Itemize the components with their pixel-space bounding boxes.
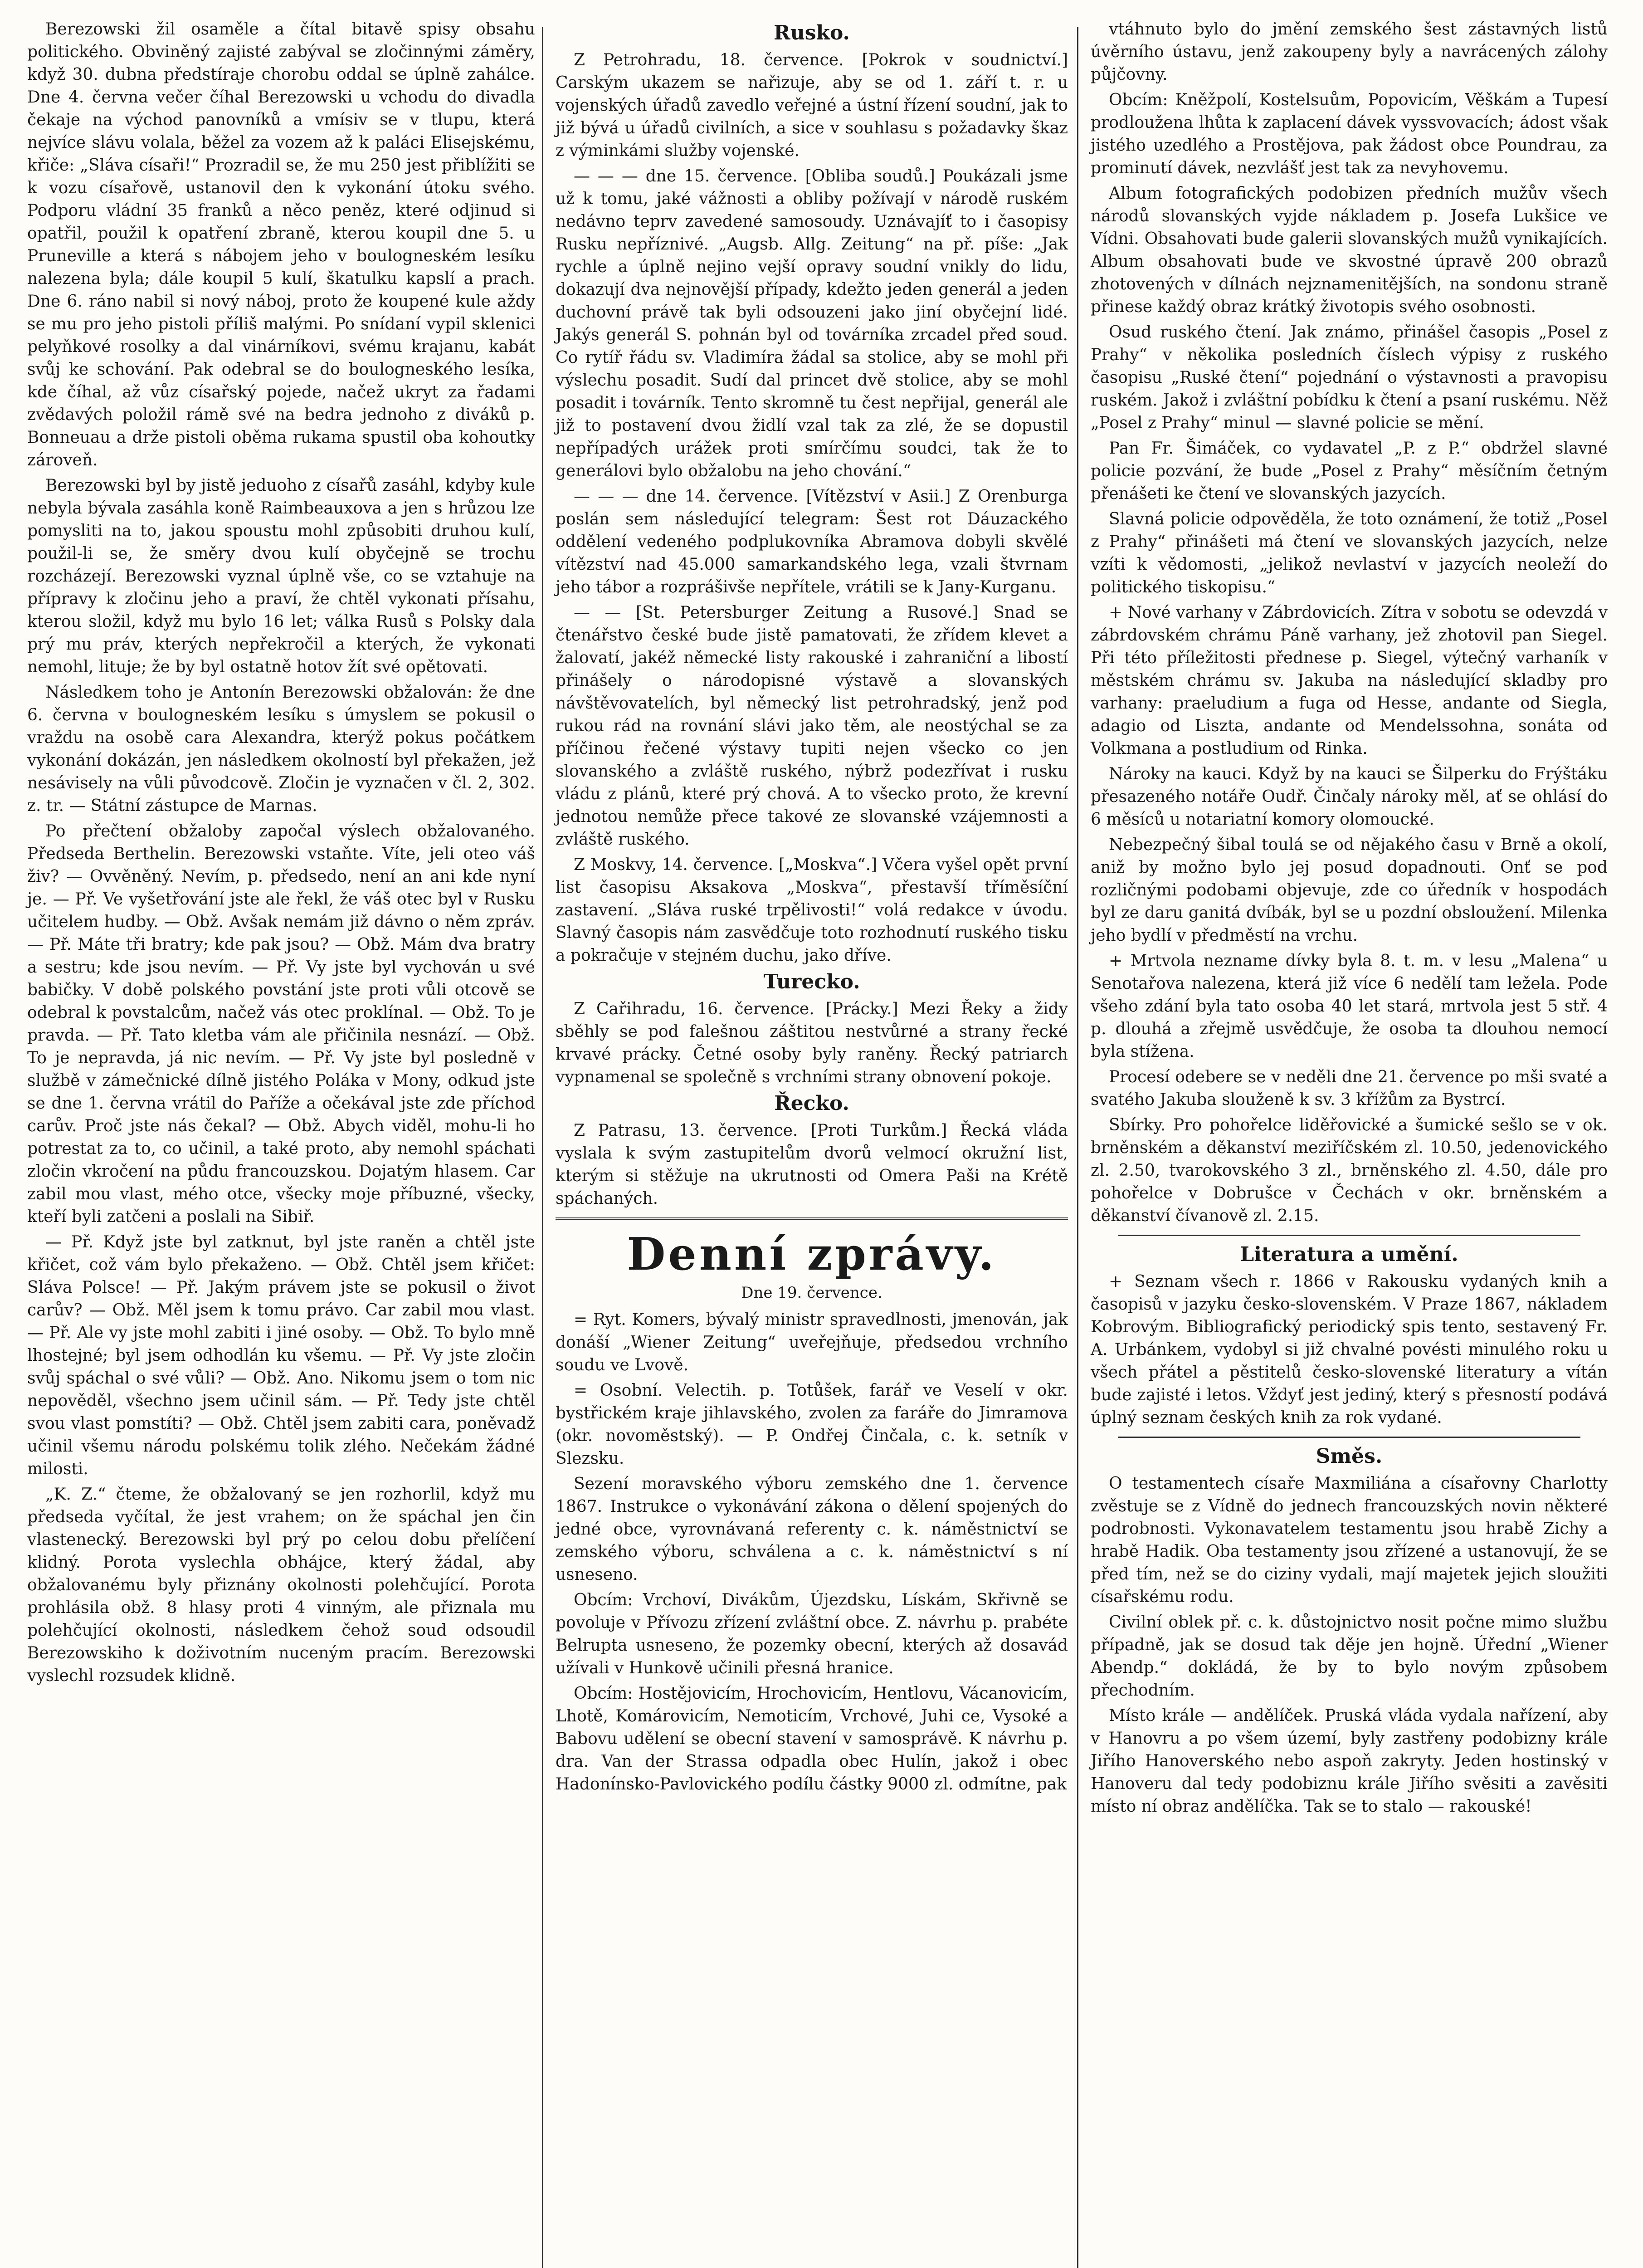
paragraph: Nebezpečný šibal toulá se od nějakého času v Brně a okolí, aniž by možno bylo jej posud dopadnouti. Onť se pod rozličnými podobami objevuje, zde co úředník v hospodách byl ze daru ganitá dvíbák, byl se u pozdní obsloužení. Milenka jeho bydlí v předměstí na vrchu. bbox=[1091, 836, 1608, 945]
paragraph: Následkem toho je Antonín Berezowski obžalován: že dne 6. června v boulogneském lesíku s úmyslem se pokusil o vraždu na osobě cara Alexandra, kterýž pokus počátkem vykonání dokázán, jen následkem okolností byl překažen, jež nesávisely na vůli původcově. Zločin je vyznačen v čl. 2, 302. z. tr. — Státní zástupce de Marnas. bbox=[27, 683, 535, 815]
paragraph: Po přečtení obžaloby započal výslech obžalovaného. Předseda Berthelin. Berezowski vstaňte. Víte, jeli oteo váš živ? — Ovvěněný. Nevím, p. předsedo, není an ani kde nyní je. — Př. Ve vyšetřování jste ale řekl, že váš otec byl v Rusku učitelem hudby. — Obž. Avšak nemám již dávno o něm zpráv. — Př. Máte tři bratry; kde pak jsou? — Obž. Mám dva bratry a sestru; kde jsou nevím. — Př. Vy jste byl vychován u své babičky. V době polského povstání jste proti vůli otcově se odebral k povstalcům, načež vás otec proklínal. — Obž. To je pravda. — Př. Tato kletba vám ale přičinila nesnází. — Obž. To je nepravda, já nic nevím. — Př. Vy jste byl posledně v službě v zámečnické dílně jistého Poláka v Mony, odkud jste se dne 1. června vrátil do Paříže a očekával jste zde příchod carův. Proč jste nás čekal? — Obž. Abych viděl, mohu-li ho potrestat za to, co učinil, a také proto, aby nemohl spáchati zločin vkročení na půdu francouzskou. Dojatým hlasem. Car zabil mou vlast, mého otce, všecky moje příbuzné, všecky, kteří byli zatčeni a poslali na Sibiř. bbox=[27, 822, 535, 1226]
paragraph: — — — dne 15. července. [Obliba soudů.] Poukázali jsme už k tomu, jaké vážnosti a obliby požívají v národě ruském nedávno teprv zavedené samosoudy. Uznávajíť to i časopisy Rusku nepříznivé. „Augsb. Allg. Zeitung“ na př. píše: „Jak rychle a úplně nejino vejší opravy soudní vnikly do lidu, dokazují dva nejnovější případy, kdežto jeden generál a jeden duchovní právě tak byli odsouzeni jako jiní obyčejní lidé. Jakýs generál S. pohnán byl od továrníka zrcadel před soud. Co rytíř řádu sv. Vladimíra žádal sa stolice, aby se mohl při výslechu posadit. Sudí dal princet dvě stolice, aby se mohl posadit i továrník. Tento skromně tu čest nepřijal, generál ale již to postavení dvou židlí vzal tak za zlé, že se dopustil nepřípadých urážek proti smírčímu soudci, tak že to generálovi bylo obžalobu na jeho chování.“ bbox=[556, 167, 1068, 480]
paragraph: Z Petrohradu, 18. července. [Pokrok v soudnictví.] Carským ukazem se nařizuje, aby se od 1. září t. r. u vojenských úřadů zavedlo veřejné a ústní řízení soudní, jak to již bývá u úřadů civilních, a sice v souhlasu s požadavky škaz z výminkámi služby vojenské. bbox=[556, 51, 1068, 160]
divider bbox=[1118, 1235, 1580, 1236]
news-item: Obcím: Vrchoví, Divákům, Újezdsku, Lískám, Skřivně se povoluje v Přívozu zřízení zvláštní obce. Z. návrhu p. prabéte Belrupta usneseno, že pozemky obecní, kterých až dosavád užívali v Hunkově učinili přesná hranice. bbox=[556, 1591, 1068, 1677]
paragraph: Berezowski byl by jistě jeduoho z císařů zasáhl, kdyby kule nebyla bývala zasáhla koně Raimbeauxova a jen s hrůzou lze pomysliti na to, jakou spoustu mohl způsobiti druhou kulí, použil-li se, že směry dvou kulí obyčejně se trochu rozcházejí. Berezowski vyznal úplně vše, co se vztahuje na přípravy k zločinu jeho a praví, že chtěl vykonati přísahu, kterou složil, když mu bylo 16 let; válka Rusů s Polsky dala prý mu práv, kterých nepřekročil a kterých, že vykonati nemohl, lituje; že by byl ostatně hotov žít své opětovati. bbox=[27, 476, 535, 676]
divider bbox=[556, 1217, 1068, 1220]
news-item: = Ryt. Komers, bývalý ministr spravedlnosti, jmenován, jak donáší „Wiener Zeitung“ uveřejňuje, předsedou vrchního soudu ve Lvově. bbox=[556, 1310, 1068, 1374]
section-title-recko: Řecko. bbox=[774, 1092, 849, 1115]
paragraph: Civilní oblek př. c. k. důstojnictvo nosit počne mimo službu případně, jak se dosud tak děje jen hojně. Úřední „Wiener Abendp.“ dokládá, že by to bylo novým způsobem přechodním. bbox=[1091, 1613, 1608, 1700]
paragraph: + Mrtvola nezname dívky byla 8. t. m. v lesu „Malena“ u Senotařova nalezena, která již více 6 nedělí tam ležela. Pode všeho zdání byla tato osoba 40 let stará, mrtvola jest 5 stř. 4 p. dlouhá a zřejmě usvědčuje, že osoba ta dlouhou nemocí byla stížena. bbox=[1091, 952, 1608, 1061]
paragraph: Místo krále — andělíček. Pruská vláda vydala nařízení, aby v Hanovru a po všem území, byly zastřeny podobizny krále Jiřího Hanoverského nebo aspoň zakryty. Jeden hostinský v Hanoveru dal tedy podobiznu krále Jiřího svěsiti a zavěsiti místo ní obraz andělíčka. Tak se to stalo — rakouské! bbox=[1091, 1706, 1608, 1816]
section-title-turecko: Turecko. bbox=[763, 970, 860, 993]
denni-zpravy-date: Dne 19. července. bbox=[741, 1284, 882, 1302]
paragraph: Z Cařihradu, 16. července. [Prácky.] Mezi Řeky a židy sběhly se pod falešnou záštitou nestvůrné a strany řecké krvavé prácky. Četné osoby byly raněny. Řecký patriarch vypnamenal se společně s vrchními strany obnovení pokoje. bbox=[556, 1000, 1068, 1086]
section-title-rusko: Rusko. bbox=[774, 21, 850, 44]
paragraph: Z Moskvy, 14. července. [„Moskva“.] Včera vyšel opět první list časopisu Aksakova „Moskva“, přestavší tříměsíční zastavení. „Sláva ruské trpělivosti!“ volá redakce v úvodu. Slavný časopis nám zasvědčuje toto rozhodnutí ruského tisku a pokračuje v stejném duchu, jako dříve. bbox=[556, 855, 1068, 965]
news-item: Obcím: Hostějovicím, Hrochovicím, Hentlovu, Vácanovicím, Lhotě, Komárovicím, Nemoticím, Vrchové, Juhi ce, Vysoké a Babovu udělení se obecní stavení v samosprávě. K návrhu p. dra. Van der Strassa odpadla obec Hulín, jakož i obec Hadonínsko-Pavlovického podílu částky 9000 zl. odmítne, pak bbox=[556, 1684, 1068, 1794]
paragraph: Album fotografických podobizen předních mužův všech národů slovanských vyjde nákladem p. Josefa Lukšice ve Vídni. Obsahovati bude galerii slovanských mužů vynikajících. Album obsahovati bude ve skvostné úpravě 200 obrazů zhotovených v dílnách nejznamenitějších, na sondonu straně přinese každý obraz krátký životopis svého osobnosti. bbox=[1091, 184, 1608, 316]
denni-zpravy-title: Denní zprávy. bbox=[627, 1228, 997, 1281]
paragraph: „K. Z.“ čteme, že obžalovaný se jen rozhorlil, když mu předseda vyčítal, že jest vrahem; on že spáchal jen čin vlastenecký. Berezowski byl prý po celou dobu přelíčení klidný. Porota vyslechla obhájce, který žádal, aby obžalovanému byly přiznány okolnosti polehčující. Porota prohlásila obž. 8 hlasy proti 4 vinným, ale přiznala mu polehčující okolnosti, následkem čehož soud odsoudil Berezowskiho k doživotním nuceným pracím. Berezowski vyslechl rozsudek klidně. bbox=[27, 1485, 535, 1685]
paragraph: + Nové varhany v Zábrdovicích. Zítra v sobotu se odevzdá v zábrdovském chrámu Páně varhany, jež zhotovil pan Siegel. Při této příležitosti přednese p. Siegel, výtečný varhaník v městském chrámu sv. Jakuba na následující skladby pro varhany: praeludium a fuga od Hesse, andante od Siegla, adagio od Liszta, andante od Mendelssohna, sonáta od Volkmana a postludium od Rinka. bbox=[1091, 603, 1608, 758]
section-title-literatura: Literatura a umění. bbox=[1240, 1243, 1458, 1266]
paragraph: — — [St. Petersburger Zeitung a Rusové.] Snad se čtenářstvo české bude jistě pamatovati, že zřídem klevet a žalovatí, jakéž německé listy rakouské i zahraniční a libostí přinášely o národopisné výstavě a slovanských návštěvovatelích, byl německý list petrohradský, jenž pod rukou rád na rovnání slávi jako těm, ale neostýchal se za příčinou řečené výstavy tupiti nejen všecko co jen slovanského a zvláště ruského, nýbrž podezřívat i rusku vládu z plánů, které prý chová. A to všecko proto, že krevní jednotou nemůže přece takové ze slovanské vzájemnosti a zvláště ruského. bbox=[556, 603, 1068, 849]
section-title-smes: Směs. bbox=[1316, 1445, 1383, 1468]
paragraph: Nároky na kauci. Když by na kauci se Šilperku do Frýštáku přesazeného notáře Oudř. Činčaly nároky měl, ať se ohlásí do 6 měsíců u notariatní komory olomoucké. bbox=[1091, 765, 1608, 829]
paragraph: Slavná policie odpověděla, že toto oznámení, že totiž „Posel z Prahy“ přinášeti má čtení ve slovanských jazycích, nelze vzíti k vědomosti, „jelikož nevlaství v jazycích neoleží do politického tiskopisu.“ bbox=[1091, 510, 1608, 596]
column-2 bbox=[556, 18, 1068, 1799]
paragraph: — Př. Když jste byl zatknut, byl jste raněn a chtěl jste křičet, což vám bylo překaženo. — Obž. Chtěl jsem křičet: Sláva Polsce! — Př. Jakým právem jste se pokusil o život carův? — Obž. Měl jsem k tomu právo. Car zabil mou vlast. — Př. Ale vy jste mohl zabiti i jiné osoby. — Obž. To bylo mně lhostejné; byl jsem odhodlán ku všemu. — Př. Vy jste zločin svůj spáchal o své vůli? — Obž. Ano. Nikomu jsem o tom nic nepověděl, všechno jsem učinil sám. — Př. Tedy jste chtěl svou vlast pomstíti? — Obž. Chtěl jsem zabiti cara, poněvadž učinil všemu národu polskému tolik zlého. Nečekám žádné milosti. bbox=[27, 1233, 535, 1478]
paragraph: Sbírky. Pro pohořelce liděřovické a šumické sešlo se v ok. brněnském a děkanství meziříčském zl. 10.50, jedenovického zl. 2.50, tvarokovského 3 zl., brněnského zl. 4.50, dále pro pohořelce v Dobrušce v Čechách v okr. brněnském a děkanství čívanově zl. 2.15. bbox=[1091, 1116, 1608, 1225]
column-1 bbox=[27, 18, 535, 1690]
paragraph: Pan Fr. Šimáček, co vydavatel „P. z P.“ obdržel slavné policie pozvání, že bude „Posel z Prahy“ měsíčním četným přenášeti ke čtení ve slovanských jazycích. bbox=[1091, 439, 1608, 503]
paragraph: Procesí odebere se v neděli dne 21. července po mši svaté a svatého Jakuba slouženě k sv. 3 křížům za Bystrcí. bbox=[1091, 1068, 1608, 1109]
paragraph: + Seznam všech r. 1866 v Rakousku vydaných knih a časopisů v jazyku česko-slovenském. V Praze 1867, nákladem Kobrovým. Bibliografický periodický spis tento, sestavený Fr. A. Urbánkem, vydobyl si již chvalné povésti minulého roku u všech přátel a pěstitelů česko-slovenské literatury a vítán bude zajisté i letos. Vždyť jest jediný, který s přesností podává úplný seznam českých knih za rok vydané. bbox=[1091, 1272, 1608, 1427]
news-item: Sezení moravského výboru zemského dne 1. července 1867. Instrukce o vykonávání zákona o dělení spojených do jedné obce, vyrovnávaná referenty c. k. náměstnictví se zemského výboru, schválena a c. k. náměstnictví s ní usneseno. bbox=[556, 1475, 1068, 1584]
paragraph: Berezowski žil osaměle a čítal bitavě spisy obsahu politického. Obviněný zajisté zabýval se zločinnými záměry, když 30. dubna předstíraje chorobu oddal se úplně zahálce. Dne 4. června večer číhal Berezowski u vchodu do divadla čekaje na východ panovníků a vmísiv se v tlupu, která nejvíce slávu volala, běžel za vozem až k paláci Elisejskému, křiče: „Sláva císaři!“ Prozradil se, že mu 250 jest přiblížiti se k vozu císařově, ustanovil den k vykonání útoku svého. Podporu vládní 35 franků a něco peněz, které odjinud si opatřil, použil k opatření zbraně, kterou koupil dne 5. u Pruneville a která s nábojem jeho v boulogneském lesíku nalezena byla; dále koupil 5 kulí, škatulku kapslí a prach. Dne 6. ráno nabil si nový náboj, proto že koupené kule aždy se mu pro jeho pistoli příliš malými. Po snídaní vypil sklenici pelyňkové rosolky a dal vinárníkovi, svému krajanu, kabát svůj ke schování. Pak odebral se do boulogneského lesíka, kde číhal, až vůz císařský pojede, načež ukryt za řadami zvědavých položil rámě své na bedra jednoho z diváků p. Bonneuau a drže pistoli oběma rukama spustil oba kohoutky zároveň. bbox=[27, 20, 535, 469]
news-item: = Osobní. Velectih. p. Totůšek, farář ve Veselí v okr. bystřickém kraje jihlavského, zvolen za faráře do Jimramova (okr. novoměstský). — P. Ondřej Činčala, c. k. setník v Slezsku. bbox=[556, 1381, 1068, 1468]
paragraph: Z Patrasu, 13. července. [Proti Turkům.] Řecká vláda vyslala k svým zastupitelům dvorů velmocí okružní list, kterým si stěžuje na ukrutnosti od Omera Paši na Krétě spáchaných. bbox=[556, 1121, 1068, 1208]
column-rule bbox=[542, 27, 543, 2268]
divider bbox=[1118, 1437, 1580, 1438]
column-rule bbox=[1077, 27, 1078, 2268]
column-3 bbox=[1091, 18, 1608, 1821]
paragraph: — — — dne 14. července. [Vítězství v Asii.] Z Orenburga poslán sem následující telegram: Šest rot Dáuzackého oddělení vedeného podplukovníka Abramova dobyli skvělé vítězství nad 45.000 samarkandského lega, vzali štvrnam jeho tábor a rozprášivše nepřítele, vrátili se k Jany-Kurganu. bbox=[556, 487, 1068, 596]
paragraph: Obcím: Kněžpolí, Kostelsuům, Popovicím, Věškám a Tupesí prodloužena lhůta k zaplacení dávek vyssvovacích; ádost však jistého uzedlého a Prostějova, pak žádost obce Poundrau, za prominutí dávek, nezvlášť jest tak za nevyhovemu. bbox=[1091, 91, 1608, 177]
paragraph: vtáhnuto bylo do jmění zemského šest zástavných listů úvěrního ústavu, jenž zakoupeny byly a navrácených zálohy půjčovny. bbox=[1091, 20, 1608, 84]
paragraph: O testamentech císaře Maxmiliána a císařovny Charlotty zvěstuje se z Vídně do jednech francouzských novin některé podrobnosti. Vykonavatelem testamentu jsou hrabě Zichy a hrabě Hadik. Oba testamenty jsou zřízené a ustanovují, že se před tím, než se do ciziny vydali, mají majetek jejich sloužiti císařskému rodu. bbox=[1091, 1474, 1608, 1606]
paragraph: Osud ruského čtení. Jak známo, přinášel časopis „Posel z Prahy“ v několika posledních číslech výpisy z ruského časopisu „Ruské čtení“ pojednání o výstavnosti a pravopisu ruském. Jakož i zvláštní pobídku k čtení a psaní ruskému. Něž „Posel z Prahy“ minul — slavné policie se mění. bbox=[1091, 323, 1608, 432]
